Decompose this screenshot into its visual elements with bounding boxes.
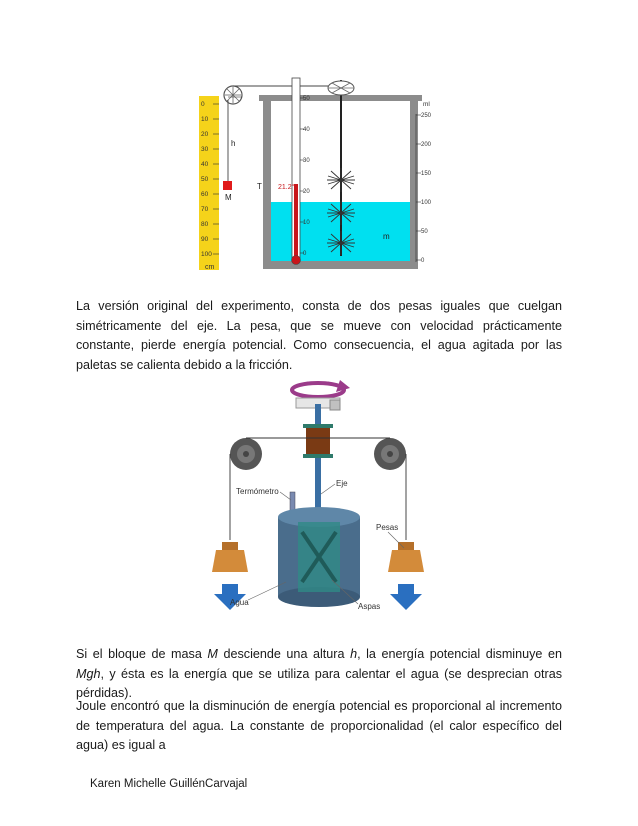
weight-right xyxy=(388,550,424,572)
down-arrow-icon xyxy=(390,584,422,610)
joule-apparatus-diagram xyxy=(195,76,441,274)
ruler-tick-label: 10 xyxy=(201,116,209,123)
label-pesas: Pesas xyxy=(376,523,399,532)
ruler-tick-label: 80 xyxy=(201,221,209,228)
thermo-tick-label: 0 xyxy=(303,251,307,257)
ruler-tick-label: 90 xyxy=(201,236,209,243)
vessel-unit: ml xyxy=(423,101,430,108)
thermo-tick-label: 40 xyxy=(303,127,310,133)
thermo-tick-label: 50 xyxy=(303,96,310,102)
vessel-tick-label: 0 xyxy=(421,258,425,264)
label-aspas: Aspas xyxy=(358,602,381,611)
paragraph-3: Joule encontró que la disminución de energía potencial es proporcional al incremento de temperatura del agua. La constante de proporcionalidad (el calor específico del agua) es igual a xyxy=(76,699,562,753)
vessel-tick-label: 50 xyxy=(421,229,428,235)
label-M: M xyxy=(225,193,232,202)
ruler-unit: cm xyxy=(205,264,215,271)
vessel-ticks xyxy=(416,113,432,264)
ruler-tick-label: 70 xyxy=(201,206,209,213)
thermo-tick-label: 30 xyxy=(303,158,310,164)
vessel-tick-label: 250 xyxy=(421,113,432,119)
spool xyxy=(306,426,330,456)
paragraph-2: Si el bloque de masa M desciende una altura h, la energía potencial disminuye en Mgh, y ésta es la energía que se utiliza para calentar el agua (se desprecian otras pérdidas). xyxy=(76,647,562,701)
label-h: h xyxy=(231,139,236,148)
mass-block xyxy=(223,181,232,190)
rotation-arrow-icon xyxy=(292,383,344,397)
ruler-tick-label: 50 xyxy=(201,176,209,183)
label-termometro: Termómetro xyxy=(236,487,279,496)
ruler-tick-label: 0 xyxy=(201,101,205,108)
ruler-tick-label: 100 xyxy=(201,251,212,258)
vessel-tick-label: 150 xyxy=(421,171,432,177)
ruler-tick-label: 20 xyxy=(201,131,209,138)
ruler-tick-label: 30 xyxy=(201,146,209,153)
label-agua: Agua xyxy=(230,598,249,607)
label-m: m xyxy=(383,232,390,241)
paragraph-1: La versión original del experimento, consta de dos pesas iguales que cuelgan simétricamente del eje. La pesa, que se mueve con velocidad prácticamente constante, pierde energía potencial. Como consecuencia, el agua agitada por las paletas se calienta debido a la fricción. xyxy=(76,299,562,372)
thermo-tick-label: 20 xyxy=(303,189,310,195)
ruler-tick-label: 40 xyxy=(201,161,209,168)
page-footer: Karen Michelle GuillénCarvajal xyxy=(90,778,248,790)
vessel-tick-label: 100 xyxy=(421,200,432,206)
label-T: T xyxy=(257,182,262,191)
label-eje: Eje xyxy=(336,479,348,488)
thermo-tick-label: 10 xyxy=(303,220,310,226)
joule-3d-diagram xyxy=(208,372,438,622)
weight-left xyxy=(212,550,248,572)
thermo-reading: 21.2° xyxy=(278,184,295,191)
vessel-tick-label: 200 xyxy=(421,142,432,148)
ruler-tick-label: 60 xyxy=(201,191,209,198)
